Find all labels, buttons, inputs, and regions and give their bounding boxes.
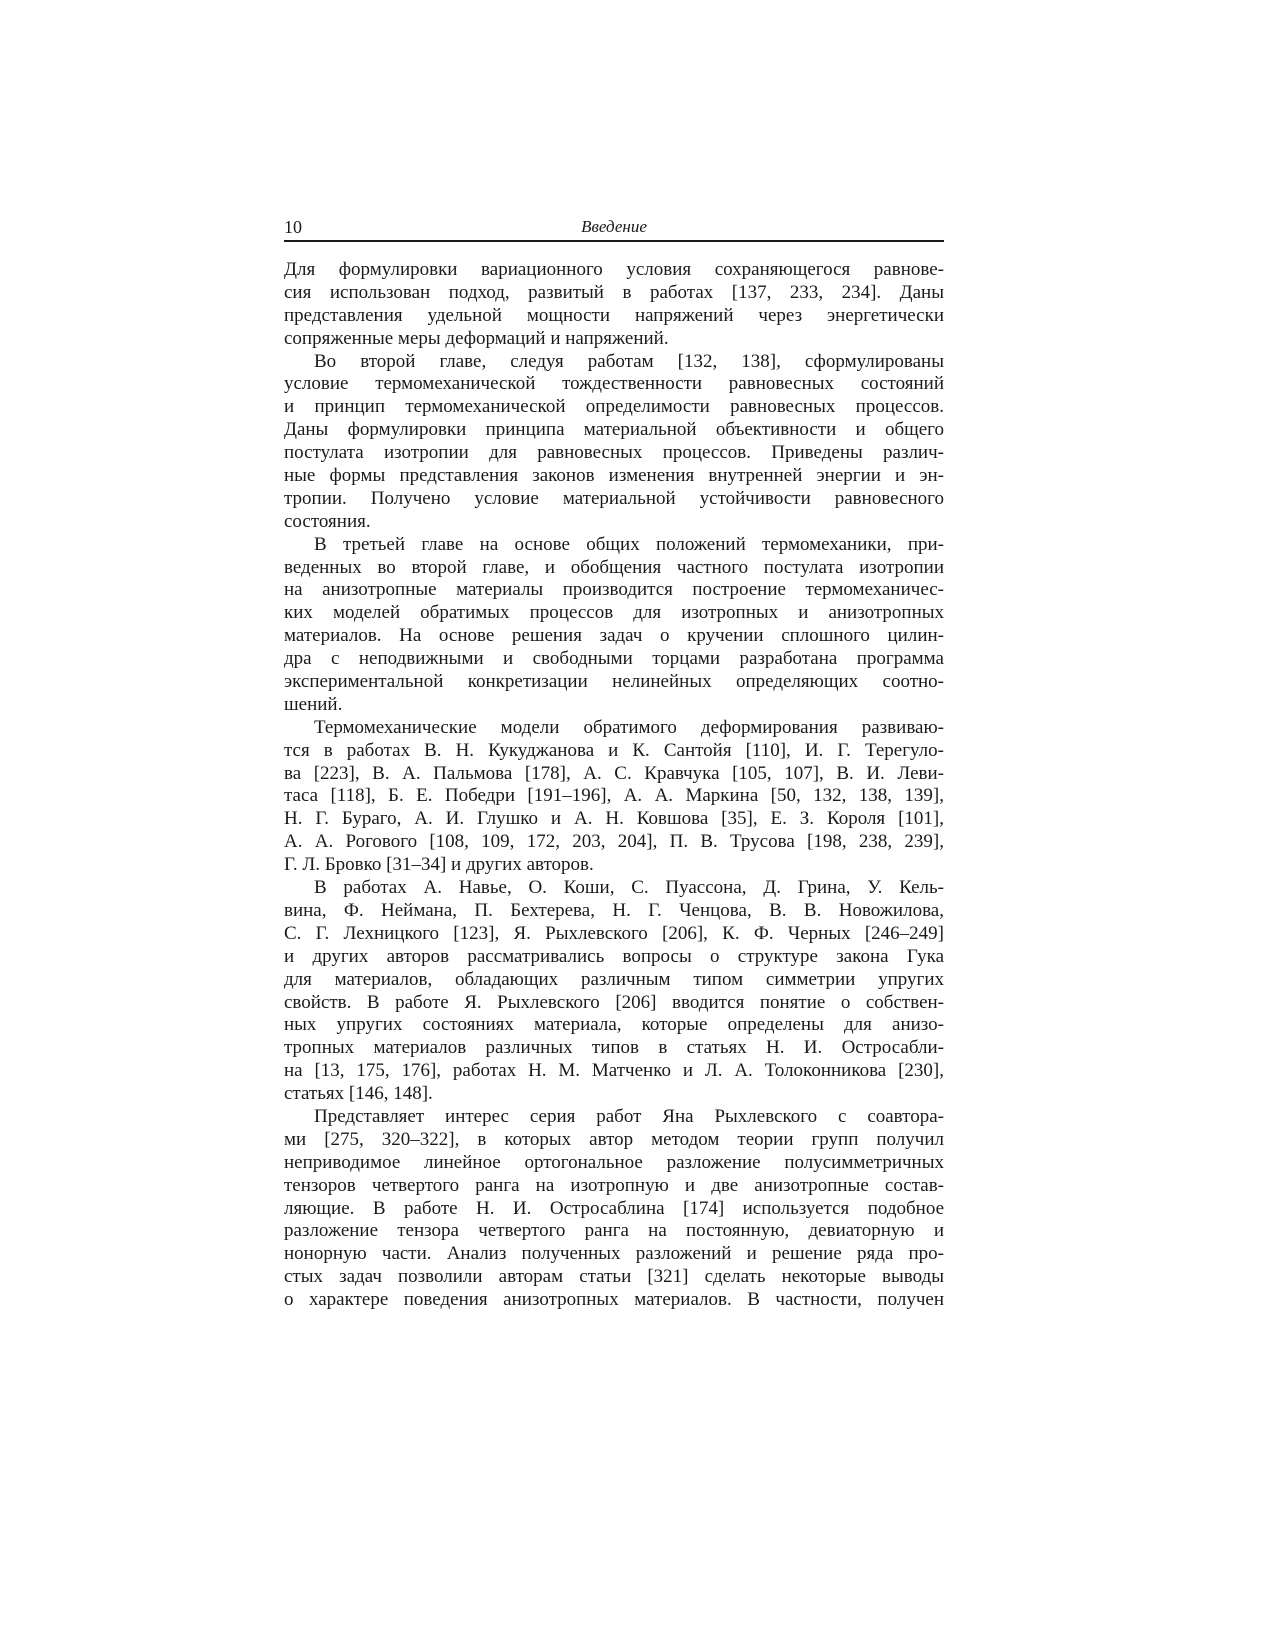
- text-line: ва [223], В. А. Пальмова [178], А. С. Кравчука [105, 107], В. И. Леви-: [284, 762, 944, 784]
- text-line: ляющие. В работе Н. И. Остросаблина [174] используется подобное: [284, 1197, 944, 1219]
- text-line: тензоров четвертого ранга на изотропную и две анизотропные состав-: [284, 1174, 944, 1196]
- text-line: ных упругих состояниях материала, которые определены для анизо-: [284, 1014, 944, 1036]
- text-line: материалов. На основе решения задач о кручении сплошного цилин-: [284, 625, 944, 647]
- page-header: [284, 216, 944, 242]
- text-line: ких моделей обратимых процессов для изотропных и анизотропных: [284, 602, 944, 624]
- text-line: ми [275, 320–322], в которых автор методом теории групп получил: [284, 1128, 944, 1150]
- text-line: экспериментальной конкретизации нелинейных определяющих соотно-: [284, 671, 944, 693]
- paragraph: [284, 259, 944, 351]
- text-line: сопряженные меры деформаций и напряжений.: [284, 327, 669, 349]
- text-line: для материалов, обладающих различным типом симметрии упругих: [284, 968, 944, 990]
- text-line: разложение тензора четвертого ранга на постоянную, девиаторную и: [284, 1220, 944, 1242]
- text-line: В третьей главе на основе общих положений термомеханики, при-: [314, 533, 944, 555]
- text-line: А. А. Рогового [108, 109, 172, 203, 204], П. В. Трусова [198, 238, 239],: [284, 831, 944, 853]
- paragraph: [284, 717, 944, 877]
- text-line: шений.: [284, 693, 343, 715]
- text-line: С. Г. Лехницкого [123], Я. Рыхлевского [206], К. Ф. Черных [246–249]: [284, 922, 944, 944]
- text-line: Г. Л. Бровко [31–34] и других авторов.: [284, 854, 594, 876]
- text-line: стых задач позволили авторам статьи [321] сделать некоторые выводы: [284, 1266, 944, 1288]
- text-line: ные формы представления законов изменения внутренней энергии и эн-: [284, 465, 944, 487]
- text-line: Н. Г. Бураго, А. И. Глушко и А. Н. Ковшова [35], Е. З. Короля [101],: [284, 808, 944, 830]
- paragraph: [284, 877, 944, 1106]
- paragraph: [284, 1106, 944, 1312]
- text-line: условие термомеханической тождественности равновесных состояний: [284, 373, 944, 395]
- text-line: Термомеханические модели обратимого деформирования развиваю-: [314, 716, 944, 738]
- running-title: Введение: [581, 217, 647, 236]
- text-line: сия использован подход, развитый в работах [137, 233, 234]. Даны: [284, 281, 944, 303]
- text-line: о характере поведения анизотропных материалов. В частности, получен: [284, 1289, 944, 1311]
- text-line: тся в работах В. Н. Кукуджанова и К. Сантойя [110], И. Г. Терегуло-: [284, 739, 944, 761]
- text-line: Для формулировки вариационного условия сохраняющегося равнове-: [284, 259, 944, 280]
- text-line: неприводимое линейное ортогональное разложение полусимметричных: [284, 1151, 944, 1173]
- text-line: состояния.: [284, 510, 371, 532]
- text-line: и других авторов рассматривались вопросы о структуре закона Гука: [284, 945, 944, 967]
- text-line: и принцип термомеханической определимости равновесных процессов.: [284, 396, 944, 418]
- text-line: веденных во второй главе, и обобщения частного постулата изотропии: [284, 556, 944, 578]
- text-line: дра с неподвижными и свободными торцами разработана программа: [284, 648, 944, 670]
- text-line: нонорную части. Анализ полученных разложений и решение ряда про-: [284, 1243, 944, 1265]
- text-line: на анизотропные материалы производится построение термомеханичес-: [284, 579, 944, 601]
- paragraph: [284, 351, 944, 534]
- text-line: В работах А. Навье, О. Коши, С. Пуассона, Д. Грина, У. Кель-: [314, 877, 944, 899]
- body-text: [284, 259, 944, 1312]
- page-number: 10: [284, 217, 302, 237]
- text-line: на [13, 175, 176], работах Н. М. Матченко и Л. А. Толоконникова [230],: [284, 1060, 944, 1082]
- text-line: постулата изотропии для равновесных процессов. Приведены различ-: [284, 442, 944, 464]
- text-line: тропных материалов различных типов в статьях Н. И. Остросабли-: [284, 1037, 944, 1059]
- paragraph: [284, 534, 944, 717]
- text-line: представления удельной мощности напряжений через энергетически: [284, 304, 944, 326]
- text-line: Представляет интерес серия работ Яна Рыхлевского с соавтора-: [314, 1105, 944, 1127]
- text-line: тропии. Получено условие материальной устойчивости равновесного: [284, 487, 944, 509]
- text-line: статьях [146, 148].: [284, 1083, 433, 1105]
- text-line: свойств. В работе Я. Рыхлевского [206] вводится понятие о собствен-: [284, 991, 944, 1013]
- text-line: Даны формулировки принципа материальной объективности и общего: [284, 419, 944, 441]
- text-line: таса [118], Б. Е. Победри [191–196], А. А. Маркина [50, 132, 138, 139],: [284, 785, 944, 807]
- text-line: Во второй главе, следуя работам [132, 138], сформулированы: [314, 350, 944, 372]
- text-line: вина, Ф. Неймана, П. Бехтерева, Н. Г. Ченцова, В. В. Новожилова,: [284, 899, 944, 921]
